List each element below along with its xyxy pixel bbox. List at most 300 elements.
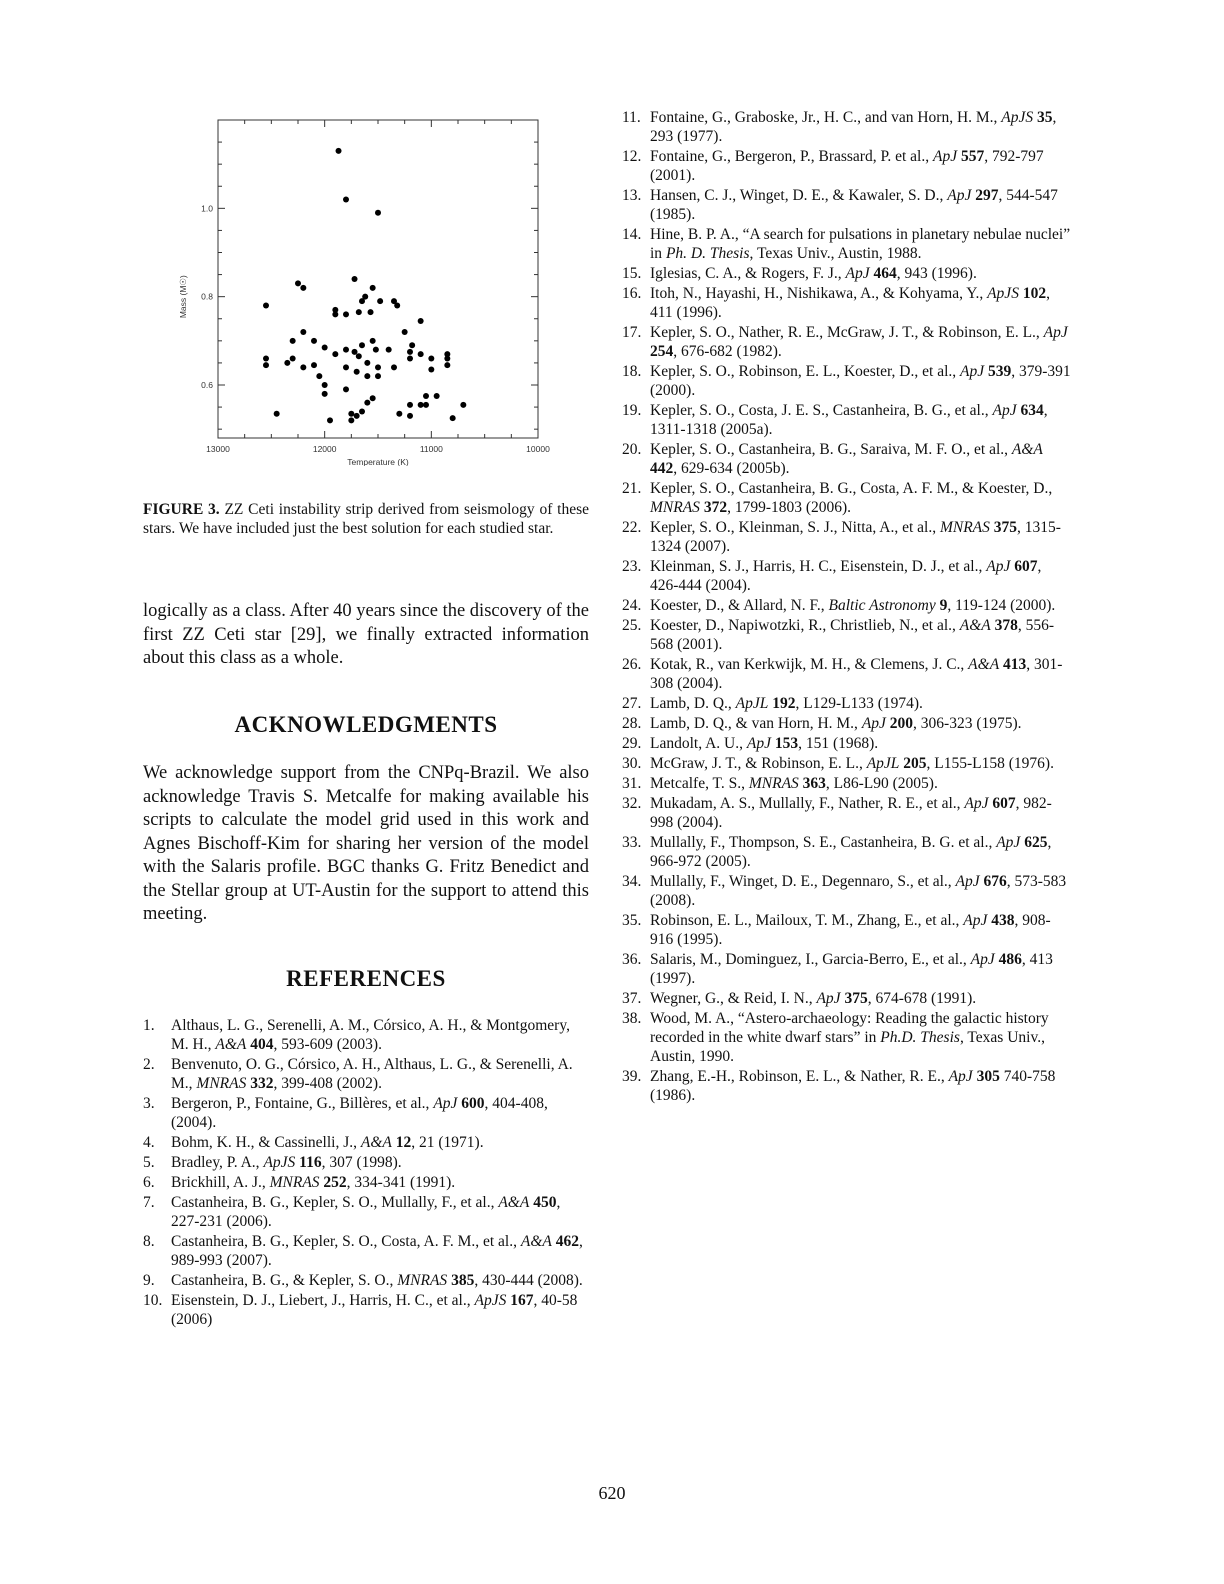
data-point xyxy=(375,210,381,216)
data-point xyxy=(373,347,379,353)
reference-rest: , 593-609 (2003). xyxy=(273,1036,382,1053)
reference-journal: ApJ xyxy=(947,187,972,204)
reference-authors: McGraw, J. T., & Robinson, E. L., xyxy=(650,755,867,772)
reference-number: 1. xyxy=(143,1017,155,1034)
reference-item xyxy=(622,714,1072,733)
data-point xyxy=(444,351,450,357)
reference-number: 9. xyxy=(143,1272,155,1289)
reference-authors: Itoh, N., Hayashi, H., Nishikawa, A., & Kohyama, Y., xyxy=(650,285,988,302)
reference-journal: ApJ xyxy=(970,951,995,968)
reference-authors: Castanheira, B. G., Kepler, S. O., Mullally, F., et al., xyxy=(171,1194,499,1211)
data-point xyxy=(370,395,376,401)
reference-journal: ApJ xyxy=(861,715,886,732)
data-point xyxy=(418,318,424,324)
reference-authors: Kepler, S. O., Kleinman, S. J., Nitta, A., et al., xyxy=(650,519,940,536)
data-point xyxy=(343,311,349,317)
reference-journal: ApJ xyxy=(816,990,841,1007)
reference-journal: MNRAS xyxy=(269,1174,320,1191)
reference-rest: , 227-231 (2006). xyxy=(171,1194,561,1230)
x-tick-label: 10000 xyxy=(526,444,550,454)
reference-journal: ApJS xyxy=(987,285,1019,302)
data-point xyxy=(428,367,434,373)
data-point xyxy=(391,364,397,370)
reference-journal: ApJ xyxy=(996,834,1021,851)
reference-authors: Bradley, P. A., xyxy=(171,1154,264,1171)
reference-item xyxy=(622,1009,1072,1066)
reference-rest: , 430-444 (2008). xyxy=(474,1272,583,1289)
reference-volume: 305 xyxy=(976,1068,1000,1085)
reference-item xyxy=(622,264,1072,283)
reference-rest: , Texas Univ., Austin, 1988. xyxy=(749,245,922,262)
data-point xyxy=(322,344,328,350)
reference-rest: , L155-L158 (1976). xyxy=(926,755,1054,772)
reference-authors: Lamb, D. Q., & van Horn, H. M., xyxy=(650,715,862,732)
reference-item xyxy=(143,1016,589,1054)
reference-volume: 252 xyxy=(323,1174,347,1191)
reference-rest: , 674-678 (1991). xyxy=(867,990,977,1007)
data-point xyxy=(332,351,338,357)
reference-number: 10. xyxy=(143,1292,163,1309)
reference-item xyxy=(622,557,1072,595)
reference-number: 34. xyxy=(622,873,642,890)
reference-number: 30. xyxy=(622,755,642,772)
references-list-left xyxy=(143,1016,589,1329)
reference-journal: A&A xyxy=(959,617,991,634)
reference-item xyxy=(143,1153,589,1172)
reference-journal: ApJ xyxy=(963,912,988,929)
reference-volume: 385 xyxy=(451,1272,475,1289)
reference-item xyxy=(622,1067,1072,1105)
reference-item xyxy=(622,911,1072,949)
reference-authors: Fontaine, G., Graboske, Jr., H. C., and van Horn, H. M., xyxy=(650,109,1002,126)
data-point xyxy=(407,402,413,408)
reference-volume: 35 xyxy=(1037,109,1053,126)
reference-volume: 205 xyxy=(903,755,927,772)
reference-journal: A&A xyxy=(498,1194,530,1211)
data-point xyxy=(364,373,370,379)
data-point xyxy=(352,276,358,282)
reference-volume: 375 xyxy=(993,519,1018,536)
reference-authors: Fontaine, G., Bergeron, P., Brassard, P. et al., xyxy=(650,148,933,165)
x-axis-label: Temperature (K) xyxy=(347,457,409,466)
reference-authors: Iglesias, C. A., & Rogers, F. J., xyxy=(650,265,846,282)
reference-rest: , 982-998 (2004). xyxy=(650,795,1052,831)
reference-journal: ApJL xyxy=(866,755,900,772)
reference-volume: 625 xyxy=(1024,834,1048,851)
reference-volume: 539 xyxy=(987,363,1012,380)
reference-journal: Ph.D. Thesis xyxy=(880,1029,960,1046)
reference-number: 14. xyxy=(622,226,642,243)
reference-authors: Mullally, F., Winget, D. E., Degennaro, S., et al., xyxy=(650,873,956,890)
reference-authors: Kepler, S. O., Nather, R. E., McGraw, J. T., & Robinson, E. L., xyxy=(650,324,1044,341)
data-point xyxy=(356,353,362,359)
reference-journal: ApJ xyxy=(960,363,985,380)
reference-item xyxy=(622,872,1072,910)
reference-authors: Brickhill, A. J., xyxy=(171,1174,270,1191)
reference-journal: Baltic Astronomy xyxy=(828,597,936,614)
right-column xyxy=(622,108,1072,1106)
reference-item xyxy=(622,108,1072,146)
reference-item xyxy=(622,833,1072,871)
data-point xyxy=(343,364,349,370)
reference-journal: ApJS xyxy=(474,1292,507,1309)
reference-journal: A&A xyxy=(520,1233,552,1250)
reference-volume: 153 xyxy=(774,735,799,752)
reference-rest: , 908-916 (1995). xyxy=(650,912,1051,948)
reference-authors: Benvenuto, O. G., Córsico, A. H., Althaus, L. G., & Serenelli, A. M., xyxy=(171,1056,573,1092)
reference-authors: Mukadam, A. S., Mullally, F., Nather, R. E., et al., xyxy=(650,795,965,812)
reference-authors: Althaus, L. G., Serenelli, A. M., Córsico, A. H., & Montgomery, M. H., xyxy=(171,1017,570,1053)
reference-journal: MNRAS xyxy=(397,1272,448,1289)
reference-rest: , 399-408 (2002). xyxy=(273,1075,382,1092)
data-point xyxy=(327,417,333,423)
figure-3 xyxy=(143,108,589,537)
data-point xyxy=(418,351,424,357)
y-tick-label: 0.6 xyxy=(201,380,213,390)
reference-rest: , L86-L90 (2005). xyxy=(825,775,938,792)
data-point xyxy=(434,393,440,399)
reference-number: 25. xyxy=(622,617,642,634)
reference-rest: , 404-408, (2004). xyxy=(171,1095,548,1131)
data-point xyxy=(311,338,317,344)
reference-volume: 375 xyxy=(844,990,868,1007)
data-point xyxy=(428,356,434,362)
reference-journal: MNRAS xyxy=(939,519,990,536)
data-point xyxy=(407,356,413,362)
reference-item xyxy=(143,1133,589,1152)
reference-item xyxy=(622,362,1072,400)
figure-caption xyxy=(143,500,589,538)
data-point xyxy=(311,362,317,368)
reference-volume: 297 xyxy=(975,187,999,204)
reference-authors: Wegner, G., & Reid, I. N., xyxy=(650,990,817,1007)
data-point xyxy=(407,413,413,419)
data-point xyxy=(284,360,290,366)
reference-item xyxy=(622,774,1072,793)
data-point xyxy=(394,303,400,309)
data-point xyxy=(322,382,328,388)
reference-item xyxy=(622,734,1072,753)
reference-authors: Koester, D., & Allard, N. F., xyxy=(650,597,829,614)
data-point xyxy=(343,197,349,203)
reference-volume: 192 xyxy=(772,695,796,712)
reference-authors: Koester, D., Napiwotzki, R., Christlieb, N., et al., xyxy=(650,617,960,634)
reference-item xyxy=(143,1094,589,1132)
reference-volume: 254 xyxy=(650,343,674,360)
reference-rest: , L129-L133 (1974). xyxy=(795,695,923,712)
data-point xyxy=(263,362,269,368)
reference-volume: 200 xyxy=(889,715,914,732)
reference-item xyxy=(622,186,1072,224)
reference-authors: Eisenstein, D. J., Liebert, J., Harris, H. C., et al., xyxy=(171,1292,475,1309)
data-point xyxy=(343,386,349,392)
reference-rest: , 1799-1803 (2006). xyxy=(727,499,852,516)
reference-number: 18. xyxy=(622,363,642,380)
data-point xyxy=(359,409,365,415)
reference-item xyxy=(622,596,1072,615)
reference-number: 35. xyxy=(622,912,642,929)
reference-authors: Castanheira, B. G., & Kepler, S. O., xyxy=(171,1272,398,1289)
reference-number: 22. xyxy=(622,519,642,536)
data-point xyxy=(418,402,424,408)
reference-rest: , 676-682 (1982). xyxy=(673,343,782,360)
data-point xyxy=(409,342,415,348)
reference-journal: ApJL xyxy=(735,695,769,712)
data-point xyxy=(375,364,381,370)
data-point xyxy=(377,298,383,304)
page-number: 620 xyxy=(598,1483,626,1503)
data-point xyxy=(444,362,450,368)
reference-volume: 607 xyxy=(1014,558,1038,575)
reference-number: 11. xyxy=(622,109,641,126)
data-point xyxy=(332,311,338,317)
reference-number: 13. xyxy=(622,187,642,204)
data-point xyxy=(370,338,376,344)
reference-volume: 332 xyxy=(250,1075,274,1092)
reference-rest: , 989-993 (2007). xyxy=(171,1233,583,1269)
data-point xyxy=(300,329,306,335)
y-tick-label: 0.8 xyxy=(201,291,213,302)
reference-volume: 404 xyxy=(250,1036,274,1053)
reference-number: 4. xyxy=(143,1134,155,1151)
reference-volume: 413 xyxy=(1003,656,1027,673)
reference-authors: Castanheira, B. G., Kepler, S. O., Costa, A. F. M., et al., xyxy=(171,1233,521,1250)
reference-journal: ApJ xyxy=(433,1095,458,1112)
reference-volume: 486 xyxy=(998,951,1022,968)
reference-authors: Robinson, E. L., Mailoux, T. M., Zhang, E., et al., xyxy=(650,912,964,929)
reference-number: 38. xyxy=(622,1010,642,1027)
reference-authors: Hine, B. P. A., “A search for pulsations in planetary nebulae nuclei” in xyxy=(650,226,1071,262)
reference-authors: Kepler, S. O., Castanheira, B. G., Costa, A. F. M., & Koester, D., xyxy=(650,480,1053,497)
data-point xyxy=(290,356,296,362)
reference-volume: 363 xyxy=(802,775,826,792)
reference-number: 12. xyxy=(622,148,642,165)
reference-number: 26. xyxy=(622,656,642,673)
data-point xyxy=(295,280,301,286)
caption-text: ZZ Ceti instability strip derived from seismology of these stars. We have included just the best solution for each studied star. xyxy=(143,501,589,537)
reference-rest: , 151 (1968). xyxy=(798,735,879,752)
data-point xyxy=(354,369,360,375)
data-point xyxy=(423,393,429,399)
reference-item xyxy=(622,518,1072,556)
reference-rest: , 21 (1971). xyxy=(411,1134,484,1151)
reference-volume: 462 xyxy=(555,1233,579,1250)
data-point xyxy=(450,415,456,421)
reference-item xyxy=(622,284,1072,322)
reference-number: 24. xyxy=(622,597,642,614)
reference-number: 15. xyxy=(622,265,642,282)
reference-rest: , 334-341 (1991). xyxy=(346,1174,456,1191)
data-point xyxy=(396,411,402,417)
reference-number: 17. xyxy=(622,324,642,341)
reference-authors: Salaris, M., Dominguez, I., Garcia-Berro, E., et al., xyxy=(650,951,971,968)
reference-volume: 438 xyxy=(991,912,1015,929)
reference-rest: , 307 (1998). xyxy=(321,1154,402,1171)
reference-authors: Metcalfe, T. S., xyxy=(650,775,749,792)
body-paragraph: logically as a class. After 40 years since the discovery of the first ZZ Ceti star [29], we finally extracted information about this class as a whole. xyxy=(143,601,589,668)
reference-journal: ApJ xyxy=(955,873,980,890)
reference-authors: Kleinman, S. J., Harris, H. C., Eisenstein, D. J., et al., xyxy=(650,558,987,575)
x-tick-label: 11000 xyxy=(419,444,443,454)
y-axis-label: Mass (M☉) xyxy=(178,275,188,319)
reference-journal: ApJ xyxy=(948,1068,973,1085)
reference-number: 32. xyxy=(622,795,642,812)
data-point xyxy=(356,309,362,315)
reference-number: 29. xyxy=(622,735,642,752)
reference-rest: , 573-583 (2008). xyxy=(650,873,1067,909)
reference-number: 7. xyxy=(143,1194,155,1211)
reference-item xyxy=(622,694,1072,713)
data-point xyxy=(460,402,466,408)
data-point xyxy=(364,360,370,366)
reference-item xyxy=(143,1232,589,1270)
reference-rest: , 943 (1996). xyxy=(896,265,977,282)
reference-authors: Mullally, F., Thompson, S. E., Castanheira, B. G. et al., xyxy=(650,834,997,851)
reference-journal: ApJ xyxy=(986,558,1011,575)
reference-journal: ApJ xyxy=(845,265,870,282)
reference-authors: Lamb, D. Q., xyxy=(650,695,736,712)
reference-number: 16. xyxy=(622,285,642,302)
data-point xyxy=(263,356,269,362)
reference-item xyxy=(622,616,1072,654)
reference-number: 20. xyxy=(622,441,642,458)
data-point xyxy=(354,413,360,419)
reference-rest: , 966-972 (2005). xyxy=(650,834,1052,870)
data-point xyxy=(300,285,306,291)
data-point xyxy=(336,148,342,154)
reference-authors: Bergeron, P., Fontaine, G., Billères, et al., xyxy=(171,1095,434,1112)
reference-number: 27. xyxy=(622,695,642,712)
reference-item xyxy=(622,479,1072,517)
reference-number: 6. xyxy=(143,1174,155,1191)
references-list-right xyxy=(622,108,1072,1105)
reference-rest: , 556-568 (2001). xyxy=(650,617,1055,653)
reference-rest: , 544-547 (1985). xyxy=(650,187,1058,223)
reference-journal: MNRAS xyxy=(748,775,799,792)
data-point xyxy=(348,417,354,423)
data-point xyxy=(386,347,392,353)
reference-rest: , 792-797 (2001). xyxy=(650,148,1044,184)
data-point xyxy=(348,411,354,417)
reference-volume: 634 xyxy=(1020,402,1044,419)
reference-item xyxy=(143,1271,589,1290)
reference-number: 23. xyxy=(622,558,642,575)
y-tick-label: 1.0 xyxy=(201,203,213,214)
reference-item xyxy=(622,989,1072,1008)
reference-number: 39. xyxy=(622,1068,642,1085)
data-point xyxy=(343,347,349,353)
reference-rest: , 411 (1996). xyxy=(650,285,1050,321)
reference-number: 28. xyxy=(622,715,642,732)
data-point xyxy=(322,391,328,397)
reference-item xyxy=(622,440,1072,478)
reference-volume: 378 xyxy=(994,617,1018,634)
reference-volume: 607 xyxy=(992,795,1016,812)
reference-authors: Bohm, K. H., & Cassinelli, J., xyxy=(171,1134,361,1151)
reference-journal: A&A xyxy=(1011,441,1043,458)
reference-item xyxy=(622,950,1072,988)
reference-rest: , 1315-1324 (2007). xyxy=(650,519,1061,555)
reference-number: 5. xyxy=(143,1154,155,1171)
reference-journal: MNRAS xyxy=(650,499,700,516)
refs-heading: REFERENCES xyxy=(286,966,446,991)
reference-volume: 600 xyxy=(461,1095,485,1112)
reference-authors: Kepler, S. O., Castanheira, B. G., Saraiva, M. F. O., et al., xyxy=(650,441,1012,458)
data-point xyxy=(364,400,370,406)
reference-item xyxy=(622,147,1072,185)
reference-volume: 450 xyxy=(533,1194,557,1211)
reference-journal: MNRAS xyxy=(196,1075,247,1092)
data-point xyxy=(402,329,408,335)
reference-item xyxy=(143,1055,589,1093)
reference-volume: 464 xyxy=(873,265,897,282)
reference-journal: ApJS xyxy=(1001,109,1034,126)
reference-item xyxy=(143,1193,589,1231)
reference-rest: , 413 (1997). xyxy=(650,951,1053,987)
reference-volume: 372 xyxy=(703,499,728,516)
reference-journal: ApJ xyxy=(992,402,1017,419)
reference-number: 2. xyxy=(143,1056,155,1073)
reference-rest: , Texas Univ., Austin, 1990. xyxy=(650,1029,1045,1065)
reference-authors: Landolt, A. U., xyxy=(650,735,747,752)
data-point xyxy=(375,373,381,379)
data-point xyxy=(407,349,413,355)
reference-number: 31. xyxy=(622,775,642,792)
data-point xyxy=(359,298,365,304)
ack-text: We acknowledge support from the CNPq-Brazil. We also acknowledge Travis S. Metcalfe for making available his scripts to calculate the model grid used in this work and Agnes Bischoff-Kim for sharing her version of the model with the Salaris profile. BGC thanks G. Fritz Benedict and the Stellar group at UT-Austin for the support to attend this meeting. xyxy=(143,763,589,924)
data-point xyxy=(274,411,280,417)
scatter-chart xyxy=(173,116,573,466)
data-point xyxy=(263,303,269,309)
reference-journal: ApJ xyxy=(1043,324,1068,341)
reference-authors: Kepler, S. O., Costa, J. E. S., Castanheira, B. G., et al., xyxy=(650,402,993,419)
data-point xyxy=(359,342,365,348)
reference-rest: , 629-634 (2005b). xyxy=(673,460,790,477)
data-point xyxy=(423,402,429,408)
reference-number: 19. xyxy=(622,402,642,419)
reference-volume: 102 xyxy=(1022,285,1047,302)
reference-number: 8. xyxy=(143,1233,155,1250)
reference-number: 21. xyxy=(622,480,642,497)
reference-rest: , 306-323 (1975). xyxy=(913,715,1022,732)
reference-number: 33. xyxy=(622,834,642,851)
reference-rest: , 379-391 (2000). xyxy=(650,363,1071,399)
reference-item xyxy=(622,225,1072,263)
reference-number: 37. xyxy=(622,990,642,1007)
reference-item xyxy=(622,655,1072,693)
reference-item xyxy=(622,754,1072,773)
reference-rest: 740-758 (1986). xyxy=(650,1068,1056,1104)
reference-authors: Kotak, R., van Kerkwijk, M. H., & Clemens, J. C., xyxy=(650,656,969,673)
reference-item xyxy=(143,1173,589,1192)
reference-journal: Ph. D. Thesis xyxy=(665,245,750,262)
reference-journal: ApJ xyxy=(933,148,958,165)
left-column xyxy=(143,108,589,1328)
reference-journal: A&A xyxy=(215,1036,247,1053)
reference-rest: , 119-124 (2000). xyxy=(947,597,1056,614)
reference-number: 3. xyxy=(143,1095,155,1112)
data-point xyxy=(290,338,296,344)
reference-volume: 12 xyxy=(395,1134,412,1151)
reference-volume: 557 xyxy=(960,148,985,165)
reference-authors: Hansen, C. J., Winget, D. E., & Kawaler, S. D., xyxy=(650,187,948,204)
reference-authors: Kepler, S. O., Robinson, E. L., Koester, D., et al., xyxy=(650,363,960,380)
reference-item xyxy=(143,1291,589,1329)
reference-volume: 116 xyxy=(299,1154,322,1171)
x-tick-label: 13000 xyxy=(206,444,230,454)
reference-journal: A&A xyxy=(968,656,1000,673)
reference-journal: A&A xyxy=(360,1134,392,1151)
